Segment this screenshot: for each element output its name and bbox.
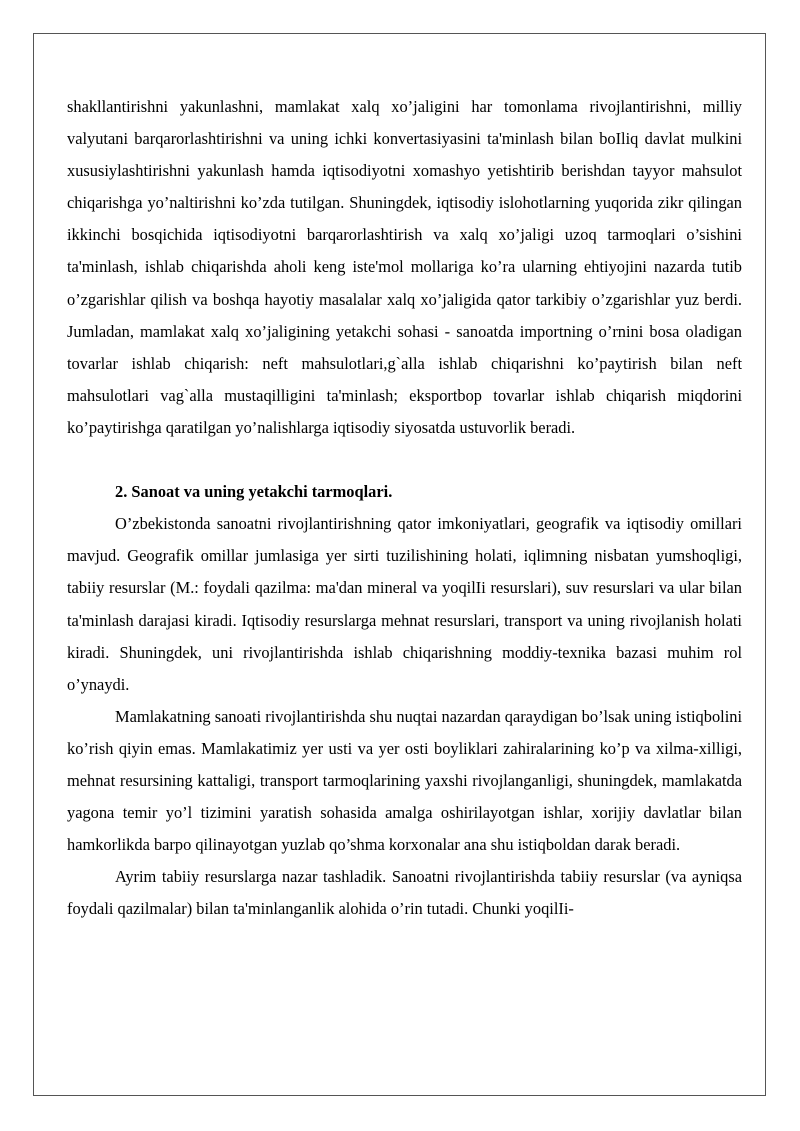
paragraph-spacer	[67, 444, 742, 476]
body-paragraph: O’zbekistonda sanoatni rivojlantirishning qator imkoniyatlari, geografik va iqtisodiy omillari mavjud. Geografik omillar jumlasiga yer sirti tuzilishining holati, iqlimning nisbatan yumshoqligi, tabiiy resurslar (M.: foydali qazilma: ma'dan mineral va yoqilIi resurslari), suv resurslari va ular bilan ta'minlash darajasi kiradi. Iqtisodiy resurslarga mehnat resurslari, transport va uning rivojlanish holati kiradi. Shuningdek, uni rivojlantirishda ishlab chiqarishning moddiy-texnika bazasi muhim rol o’ynaydi.	[67, 514, 742, 694]
body-paragraph: Mamlakatning sanoati rivojlantirishda shu nuqtai nazardan qaraydigan bo’lsak uning istiqbolini ko’rish qiyin emas. Mamlakatimiz yer usti va yer osti boyliklari zahiralarining ko’p va xilma-xilligi, mehnat resursining kattaligi, transport tarmoqlarining yaxshi rivojlanganligi, shuningdek, mamlakatda yagona temir yo’l tizimini yaratish sohasida amalga oshirilayotgan ishlar, xorijiy davlatlar bilan hamkorlikda barpo qilinayotgan yuzlab qo’shma korxonalar ana shu istiqboldan darak beradi.	[67, 706, 742, 855]
body-paragraph: shakllantirishni yakunlashni, mamlakat xalq xo’jaligini har tomonlama rivojlantirishni, milliy valyutani barqarorlashtirishni va uning ichki konvertasiyasini ta'minlash bilan boIliq davlat mulkini xususiylashtirishni yakunlash hamda iqtisodiyotni xomashyo yetishtirib berishdan tayyor mahsulot chiqarishga yo’naltirishni ko’zda tutilgan. Shuningdek, iqtisodiy islohotlarning yuqorida zikr qilingan ikkinchi bosqichida iqtisodiyotni barqarorlashtirish va xalq xo’jaligi uzoq tarmoqlari o’sishini ta'minlash, ishlab chiqarishda aholi keng iste'mol mollariga ko’ra ularning ehtiyojini nazarda tutib o’zgarishlar qilish va boshqa hayotiy masalalar xalq xo’jaligida qator tarkibiy o’zgarishlar yuz berdi. Jumladan, mamlakat xalq xo’jaligining yetakchi sohasi - sanoatda importning o’rnini bosa oladigan tovarlar ishlab chiqarish: neft mahsulotlari,g`alla ishlab chiqarishni ko’paytirish bilan neft mahsulotlari vag`alla mustaqilligini ta'minlash; eksportbop tovarlar ishlab chiqarish miqdorini ko’paytirishga qaratilgan yo’nalishlarga iqtisodiy siyosatda ustuvorlik beradi.	[67, 97, 742, 437]
section-heading: 2. Sanoat va uning yetakchi tarmoqlari.	[115, 482, 393, 502]
document-body	[67, 91, 742, 925]
body-paragraph: Ayrim tabiiy resurslarga nazar tashladik. Sanoatni rivojlantirishda tabiiy resurslar (va ayniqsa foydali qazilmalar) bilan ta'minlanganlik alohida o’rin tutadi. Chunki yoqilIi-	[67, 867, 742, 919]
